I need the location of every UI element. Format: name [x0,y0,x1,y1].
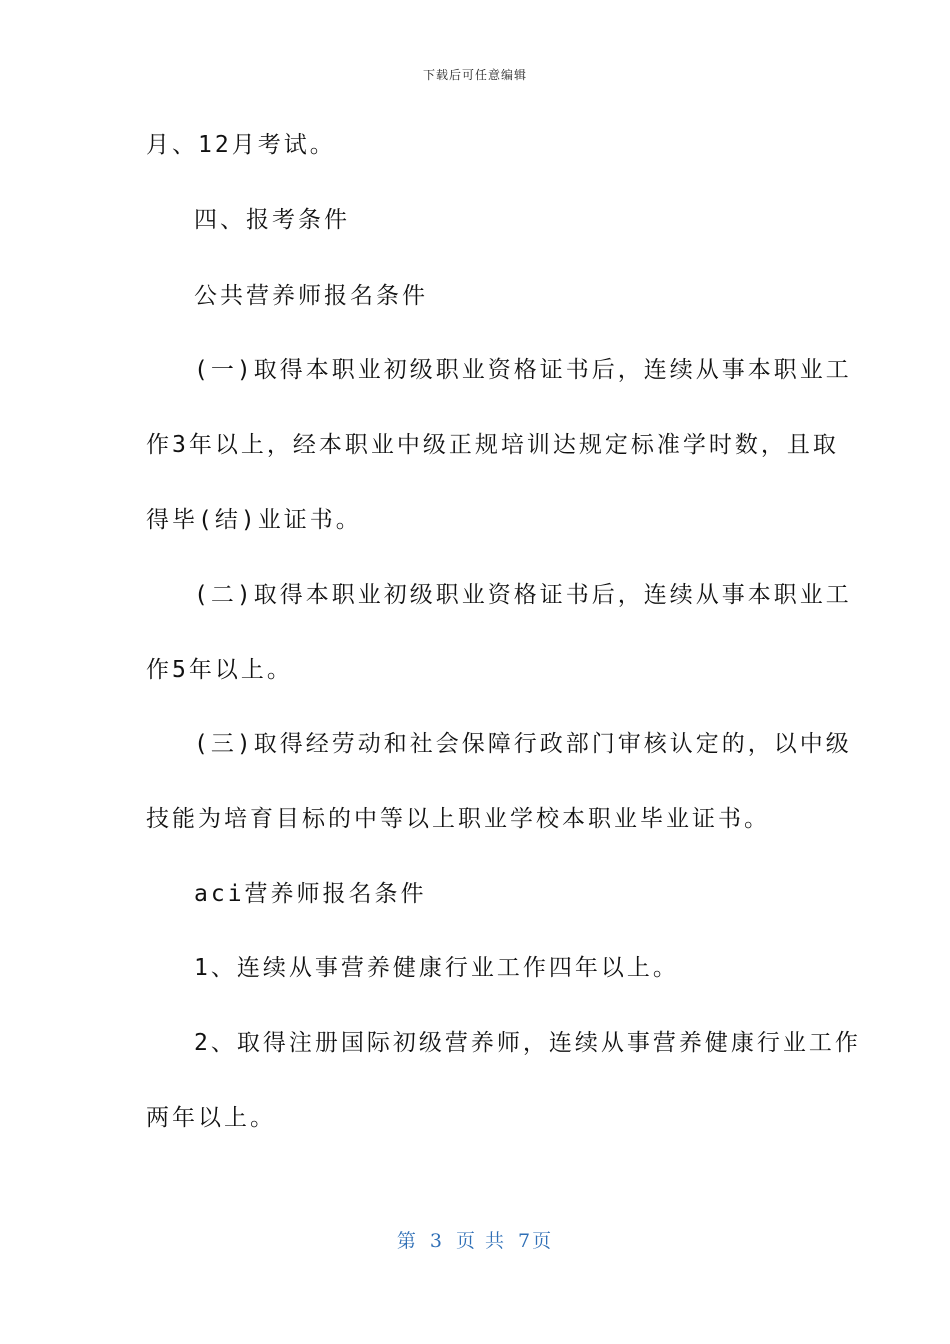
condition-1-line-2: 作3年以上，经本职业中级正规培训达规定标准学时数，且取 [146,432,839,458]
aci-condition-2-line-1: 2、取得注册国际初级营养师，连续从事营养健康行业工作 [194,1030,861,1056]
section-heading-conditions: 四、报考条件 [194,207,350,233]
body-line-1: 月、12月考试。 [146,132,336,158]
aci-condition-2-line-2: 两年以上。 [146,1105,276,1131]
footer-mid: 页 共 [455,1230,507,1252]
subheading-public-nutritionist: 公共营养师报名条件 [194,283,428,309]
condition-3-line-1: (三)取得经劳动和社会保障行政部门审核认定的，以中级 [194,731,852,757]
footer-current-page: 3 [429,1230,444,1252]
condition-2-line-2: 作5年以上。 [146,657,293,683]
condition-1-line-3: 得毕(结)业证书。 [146,507,362,533]
footer-prefix: 第 [396,1230,418,1252]
subheading-aci-nutritionist: aci营养师报名条件 [194,881,427,907]
condition-1-line-1: (一)取得本职业初级职业资格证书后，连续从事本职业工 [194,357,852,383]
page-header: 下载后可任意编辑 [422,68,527,82]
condition-3-line-2: 技能为培育目标的中等以上职业学校本职业毕业证书。 [146,806,770,832]
footer-total-pages: 7页 [518,1230,554,1252]
aci-condition-1: 1、连续从事营养健康行业工作四年以上。 [194,955,679,981]
page-footer [0,1226,950,1253]
condition-2-line-1: (二)取得本职业初级职业资格证书后，连续从事本职业工 [194,582,852,608]
